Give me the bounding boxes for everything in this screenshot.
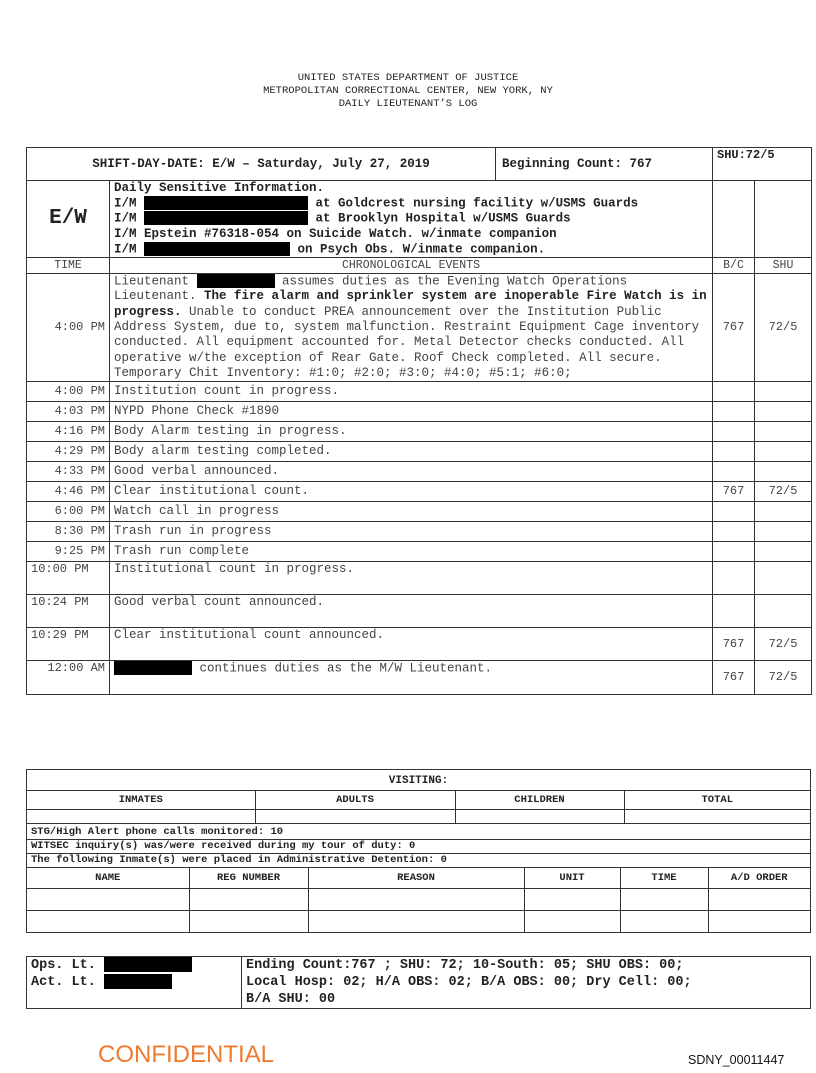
entry-event: Institution count in progress. bbox=[110, 382, 713, 402]
entry-event: Trash run in progress bbox=[110, 522, 713, 542]
log-entry bbox=[27, 542, 812, 562]
entry-shu bbox=[755, 542, 812, 562]
admin-header-row bbox=[27, 868, 810, 889]
redaction-bar bbox=[104, 974, 172, 989]
sensitive-info-row bbox=[27, 181, 812, 258]
entry-event: continues duties as the M/W Lieutenant. bbox=[110, 661, 713, 695]
entry-event: Institutional count in progress. bbox=[110, 562, 713, 595]
beginning-count: Beginning Count: 767 bbox=[496, 148, 713, 181]
entry-bc bbox=[713, 542, 755, 562]
sensitive-line: I/M on Psych Obs. W/inmate companion. bbox=[114, 241, 546, 256]
visiting-children-header: CHILDREN bbox=[455, 791, 624, 810]
admin-empty-row bbox=[27, 889, 810, 911]
visiting-total-header: TOTAL bbox=[624, 791, 810, 810]
entry-event: Trash run complete bbox=[110, 542, 713, 562]
daily-log-table bbox=[26, 147, 812, 695]
sensitive-line: I/M at Brooklyn Hospital w/USMS Guards bbox=[114, 211, 571, 226]
entry-shu bbox=[755, 422, 812, 442]
header-department: UNITED STATES DEPARTMENT OF JUSTICE bbox=[297, 72, 519, 84]
entry-shu bbox=[755, 522, 812, 542]
signoff-table bbox=[26, 956, 811, 1009]
log-entry bbox=[27, 595, 812, 628]
col-time: TIME bbox=[27, 257, 110, 273]
log-entry bbox=[27, 402, 812, 422]
visiting-inmates-header: INMATES bbox=[27, 791, 255, 810]
admin-time-header: TIME bbox=[620, 868, 708, 889]
admin-reg-header: REG NUMBER bbox=[189, 868, 308, 889]
entry-event: NYPD Phone Check #1890 bbox=[110, 402, 713, 422]
shift-day-date: SHIFT-DAY-DATE: E/W – Saturday, July 27, 2019 bbox=[27, 148, 496, 181]
entry-bc bbox=[713, 562, 755, 595]
entry-shu: 72/5 bbox=[755, 661, 812, 695]
visiting-header-row bbox=[27, 791, 810, 810]
header-log-title: DAILY LIEUTENANT’S LOG bbox=[338, 98, 478, 110]
notes-block bbox=[27, 824, 810, 867]
entry-shu bbox=[755, 595, 812, 628]
ending-count-block bbox=[242, 957, 811, 1009]
entry-time: 4:16 PM bbox=[27, 422, 110, 442]
admin-reason-header: REASON bbox=[308, 868, 524, 889]
lieutenant-signatures bbox=[27, 957, 242, 1009]
entry-bc: 767 bbox=[713, 628, 755, 661]
entry-time: 9:25 PM bbox=[27, 542, 110, 562]
entry-shu bbox=[755, 562, 812, 595]
entry-bc bbox=[713, 522, 755, 542]
sensitive-title: Daily Sensitive Information. bbox=[114, 181, 325, 195]
admin-detention-table bbox=[27, 867, 810, 932]
entry-event: Clear institutional count. bbox=[110, 482, 713, 502]
column-headers bbox=[27, 257, 812, 273]
sensitive-info bbox=[110, 181, 713, 258]
log-entry bbox=[27, 273, 812, 381]
entry-bc bbox=[713, 595, 755, 628]
entry-shu bbox=[755, 462, 812, 482]
entry-time: 10:24 PM bbox=[27, 595, 110, 628]
entry-event: Watch call in progress bbox=[110, 502, 713, 522]
sensitive-line: I/M Epstein #76318-054 on Suicide Watch. w/inmate companion bbox=[114, 226, 557, 241]
entry-event: Clear institutional count announced. bbox=[110, 628, 713, 661]
entry-shu bbox=[755, 502, 812, 522]
entry-event: Good verbal count announced. bbox=[110, 595, 713, 628]
admin-unit-header: UNIT bbox=[524, 868, 620, 889]
log-entry bbox=[27, 442, 812, 462]
redaction-bar bbox=[144, 211, 308, 225]
ending-count-line: Ending Count:767 ; SHU: 72; 10-South: 05; SHU OBS: 00; bbox=[246, 958, 684, 973]
log-entry bbox=[27, 462, 812, 482]
entry-shu: 72/5 bbox=[755, 273, 812, 381]
entry-bc: 767 bbox=[713, 661, 755, 695]
entry-bc: 767 bbox=[713, 273, 755, 381]
ending-count-line: B/A SHU: 00 bbox=[246, 992, 336, 1007]
admin-empty-row bbox=[27, 911, 810, 933]
log-entry bbox=[27, 382, 812, 402]
log-entry bbox=[27, 562, 812, 595]
ops-lt-line: Ops. Lt. bbox=[31, 957, 237, 974]
visiting-adults-header: ADULTS bbox=[255, 791, 455, 810]
entry-bc bbox=[713, 502, 755, 522]
entry-time: 12:00 AM bbox=[27, 661, 110, 695]
entry-time: 8:30 PM bbox=[27, 522, 110, 542]
shift-code: E/W bbox=[27, 181, 110, 258]
entry-event: Good verbal announced. bbox=[110, 462, 713, 482]
entry-time: 4:33 PM bbox=[27, 462, 110, 482]
log-entry bbox=[27, 628, 812, 661]
col-events: CHRONOLOGICAL EVENTS bbox=[110, 257, 713, 273]
entry-time: 4:46 PM bbox=[27, 482, 110, 502]
admin-order-header: A/D ORDER bbox=[708, 868, 810, 889]
bates-number: SDNY_00011447 bbox=[688, 1053, 785, 1067]
entry-shu: 72/5 bbox=[755, 482, 812, 502]
confidential-stamp: CONFIDENTIAL bbox=[98, 1041, 275, 1068]
redaction-bar bbox=[104, 957, 192, 972]
ending-count-line: Local Hosp: 02; H/A OBS: 02; B/A OBS: 00; Dry Cell: 00; bbox=[246, 975, 692, 990]
entry-bc bbox=[713, 422, 755, 442]
visiting-section bbox=[26, 769, 811, 933]
log-entry bbox=[27, 502, 812, 522]
entry-event: Body alarm testing completed. bbox=[110, 442, 713, 462]
entry-time: 4:29 PM bbox=[27, 442, 110, 462]
document-header bbox=[0, 72, 816, 111]
sensitive-line: I/M at Goldcrest nursing facility w/USMS Guards bbox=[114, 196, 639, 211]
entry-time: 6:00 PM bbox=[27, 502, 110, 522]
entry-time: 4:00 PM bbox=[27, 382, 110, 402]
visiting-value-row bbox=[27, 810, 810, 824]
entry-event: Lieutenant assumes duties as the Evening Watch Operations Lieutenant. The fire alarm and sprinkler system are inoperable Fire Watch is in progress. Unable to conduct PREA announcement over the Institution Public Address System, due to, system malfunction. Restraint Equipment Cage inventory conducted. All equipment accounted for. Metal Detector checks conducted. All operative w/the exception of Rear Gate. Roof Check completed. All secure. Temporary Chit Inventory: #1:0; #2:0; #3:0; #4:0; #5:1; #6:0; bbox=[110, 273, 713, 381]
entry-time: 10:29 PM bbox=[27, 628, 110, 661]
witsec-note: WITSEC inquiry(s) was/were received during my tour of duty: 0 bbox=[27, 840, 810, 854]
entry-bc bbox=[713, 462, 755, 482]
entry-bc bbox=[713, 402, 755, 422]
entry-event: Body Alarm testing in progress. bbox=[110, 422, 713, 442]
redaction-bar bbox=[144, 242, 290, 256]
col-bc: B/C bbox=[713, 257, 755, 273]
redaction-bar bbox=[114, 661, 192, 675]
admin-detention-note: The following Inmate(s) were placed in Administrative Detention: 0 bbox=[31, 854, 447, 866]
col-shu: SHU bbox=[755, 257, 812, 273]
redaction-bar bbox=[197, 274, 275, 288]
entry-bc bbox=[713, 442, 755, 462]
entry-time: 4:00 PM bbox=[27, 273, 110, 381]
log-entry bbox=[27, 482, 812, 502]
entry-shu bbox=[755, 402, 812, 422]
entry-shu bbox=[755, 382, 812, 402]
redaction-bar bbox=[144, 196, 308, 210]
visiting-table bbox=[27, 790, 810, 824]
stg-calls-note: STG/High Alert phone calls monitored: 10 bbox=[27, 826, 810, 840]
visiting-title: VISITING: bbox=[388, 775, 449, 787]
header-facility: METROPOLITAN CORRECTIONAL CENTER, NEW YORK, NY bbox=[263, 85, 553, 97]
entry-time: 10:00 PM bbox=[27, 562, 110, 595]
admin-name-header: NAME bbox=[27, 868, 189, 889]
log-entry bbox=[27, 422, 812, 442]
shift-row bbox=[27, 148, 812, 181]
entry-bc bbox=[713, 382, 755, 402]
entry-shu bbox=[755, 442, 812, 462]
entry-time: 4:03 PM bbox=[27, 402, 110, 422]
log-entry bbox=[27, 661, 812, 695]
act-lt-line: Act. Lt. bbox=[31, 974, 237, 991]
entry-bc: 767 bbox=[713, 482, 755, 502]
log-entry bbox=[27, 522, 812, 542]
entry-shu: 72/5 bbox=[755, 628, 812, 661]
shu-count-top: SHU:72/5 bbox=[713, 148, 812, 181]
